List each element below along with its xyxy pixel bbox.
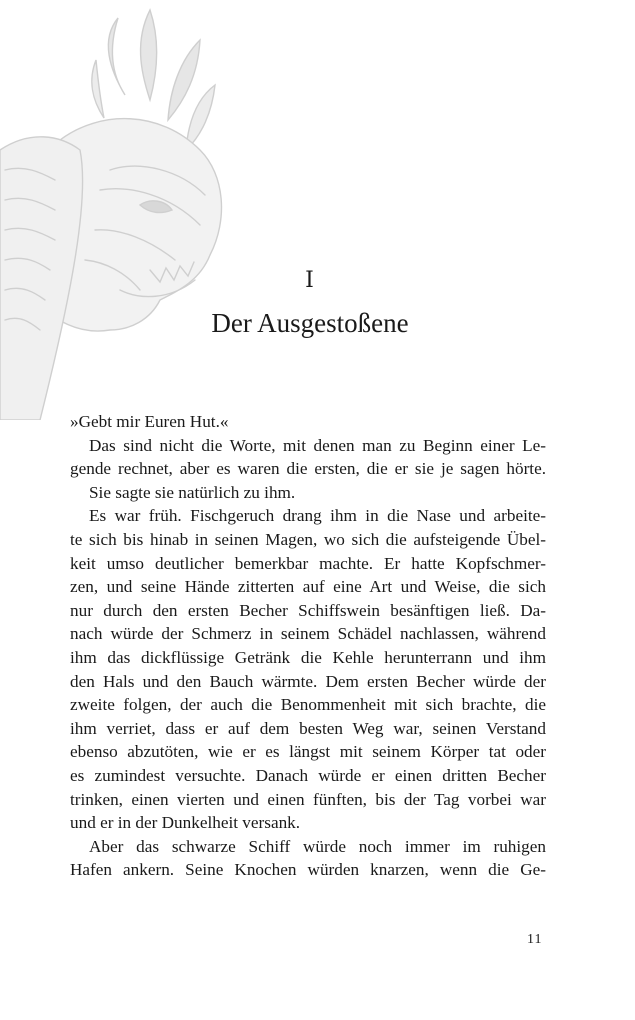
text-line: gende rechnet, aber es waren die ersten, die er sie je sagen hörte. (70, 459, 546, 479)
text-line: Sie sagte sie natürlich zu ihm. (89, 482, 296, 502)
text-line: Das sind nicht die Worte, mit denen man zu Beginn einer Le- (89, 435, 546, 455)
text-line: zweite folgen, der auch die Benommenheit mit sich brachte, die (70, 695, 546, 715)
text-line: Es war früh. Fischgeruch drang ihm in die Nase und arbeite- (89, 506, 546, 526)
text-line: und er in der Dunkelheit versank. (70, 813, 301, 833)
text-line: nur durch den ersten Becher Schiffswein besänftigen ließ. Da- (70, 600, 546, 620)
dragon-head-icon (0, 0, 235, 420)
text-line: Hafen ankern. Seine Knochen würden knarzen, wenn die Ge- (70, 860, 546, 880)
body-text (70, 410, 546, 882)
page-number: 11 (527, 932, 543, 947)
text-line: Aber das schwarze Schiff würde noch immer im ruhigen (89, 836, 546, 856)
text-line: ihm verriet, dass er auf dem besten Weg war, seinen Verstand (70, 718, 546, 738)
text-line: te sich bis hinab in seinen Magen, wo sich die aufsteigende Übel- (70, 529, 546, 549)
text-line: den Hals und den Bauch wärmte. Dem ersten Becher würde der (70, 671, 546, 691)
text-line: »Gebt mir Euren Hut.« (70, 412, 229, 431)
text-line: zen, und seine Hände zitterten auf eine Art und Weise, die sich (70, 577, 546, 597)
text-line: nach würde der Schmerz in seinem Schädel nachlassen, während (70, 624, 546, 644)
chapter-title: Der Ausgestoßene (211, 308, 409, 338)
text-line: trinken, einen vierten und einen fünften, bis der Tag vorbei war (70, 789, 546, 809)
chapter-number: I (305, 268, 315, 293)
text-line: es zumindest versuchte. Danach würde er einen dritten Becher (70, 765, 546, 785)
text-line: ihm das dickflüssige Getränk die Kehle herunterrann und ihm (70, 647, 546, 667)
text-line: keit umso deutlicher bemerkbar machte. Er hatte Kopfschmer- (70, 553, 546, 573)
text-line: ebenso abzutöten, wie er es längst mit seinem Körper tat oder (70, 742, 546, 762)
